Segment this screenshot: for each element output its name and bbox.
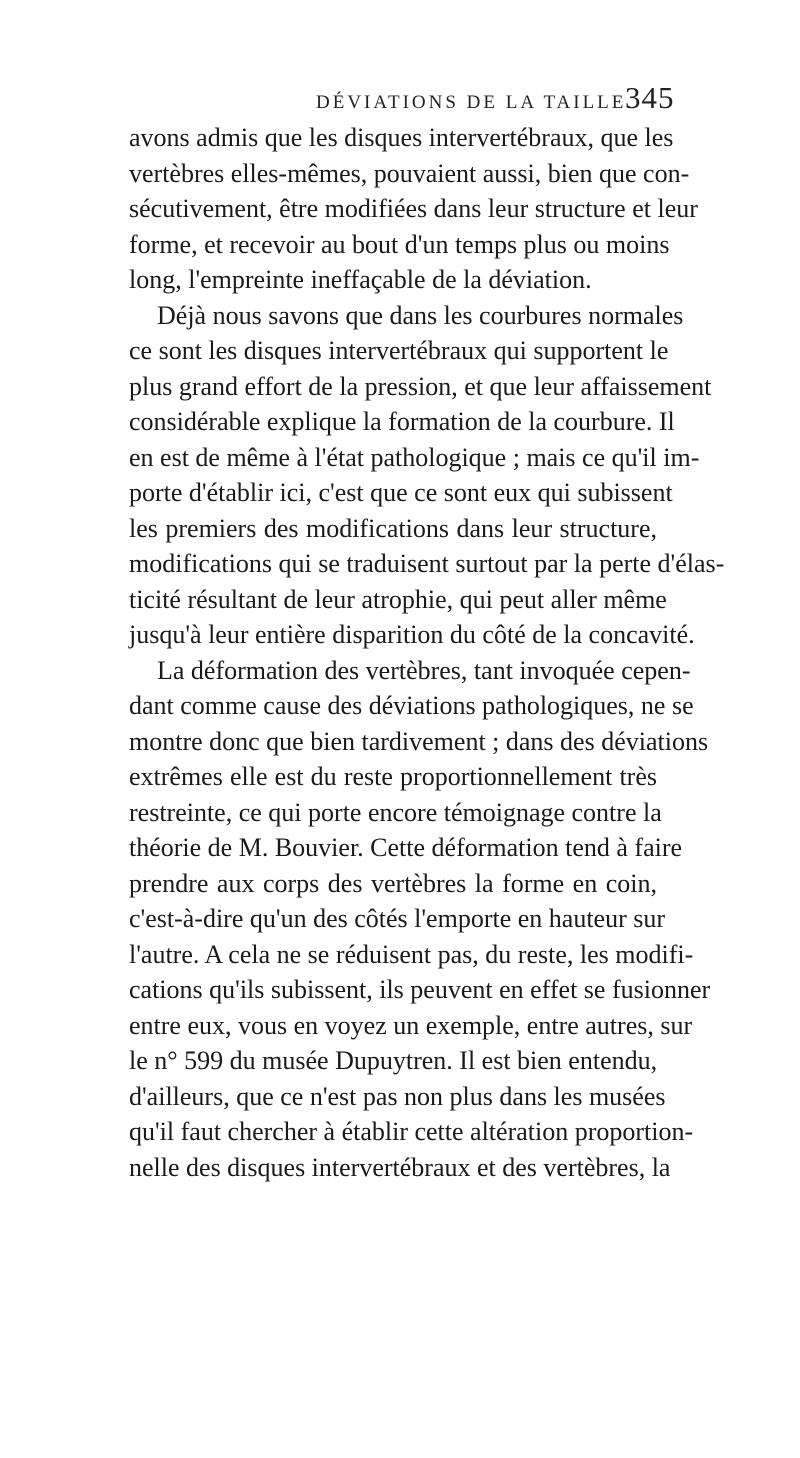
text-line: les premiers des modifications dans leur structure,: [129, 513, 657, 543]
text-line: restreinte, ce qui porte encore témoignage contre la: [129, 797, 662, 827]
body-text: [129, 120, 725, 1185]
text-line: sécutivement, être modifiées dans leur structure et leur: [129, 194, 698, 223]
page-number: 345: [625, 80, 675, 115]
text-line: plus grand effort de la pression, et que leur affaissement: [129, 371, 712, 401]
text-line: d'ailleurs, que ce n'est pas non plus dans les musées: [129, 1081, 666, 1111]
text-line: montre donc que bien tardivement ; dans des déviations: [129, 726, 709, 756]
text-line: modifications qui se traduisent surtout par la perte d'élas-: [129, 549, 725, 578]
text-line: avons admis que les disques intervertébraux, que les: [129, 123, 674, 152]
text-line: vertèbres elles-mêmes, pouvaient aussi, bien que con-: [129, 158, 690, 188]
text-line: c'est-à-dire qu'un des côtés l'emporte en hauteur sur: [129, 904, 666, 933]
text-line: prendre aux corps des vertèbres la forme en coin,: [129, 868, 657, 898]
text-line: considérable explique la formation de la courbure. Il: [129, 407, 675, 436]
text-line: ticité résultant de leur atrophie, qui peut aller même: [129, 584, 667, 614]
text-line: l'autre. A cela ne se réduisent pas, du reste, les modifi-: [129, 939, 694, 969]
text-line: long, l'empreinte ineffaçable de la déviation.: [129, 265, 592, 294]
text-line: forme, et recevoir au bout d'un temps plus ou moins: [129, 229, 670, 259]
text-line: théorie de M. Bouvier. Cette déformation tend à faire: [129, 833, 683, 862]
text-line: porte d'établir ici, c'est que ce sont eux qui subissent: [129, 478, 673, 507]
text-line: nelle des disques intervertébraux et des vertèbres, la: [129, 1152, 671, 1182]
text-line: jusqu'à leur entière disparition du côté de la concavité.: [129, 620, 695, 649]
text-line: entre eux, vous en voyez un exemple, entre autres, sur: [129, 1010, 693, 1040]
text-line: ce sont les disques intervertébraux qui supportent le: [129, 336, 669, 365]
text-line: La déformation des vertèbres, tant invoquée cepen-: [157, 655, 691, 685]
text-line: dant comme cause des déviations pathologiques, ne se: [129, 691, 694, 720]
text-line: en est de même à l'état pathologique ; mais ce qu'il im-: [129, 442, 700, 472]
text-line: Déjà nous savons que dans les courbures normales: [157, 300, 684, 330]
text-line: qu'il faut chercher à établir cette altération proportion-: [129, 1117, 694, 1146]
text-line: le n° 599 du musée Dupuytren. Il est bien entendu,: [129, 1046, 658, 1075]
running-head: DÉVIATIONS DE LA TAILLE.: [316, 92, 635, 113]
text-line: extrêmes elle est du reste proportionnellement très: [129, 762, 657, 791]
text-line: cations qu'ils subissent, ils peuvent en effet se fusionner: [129, 975, 711, 1004]
